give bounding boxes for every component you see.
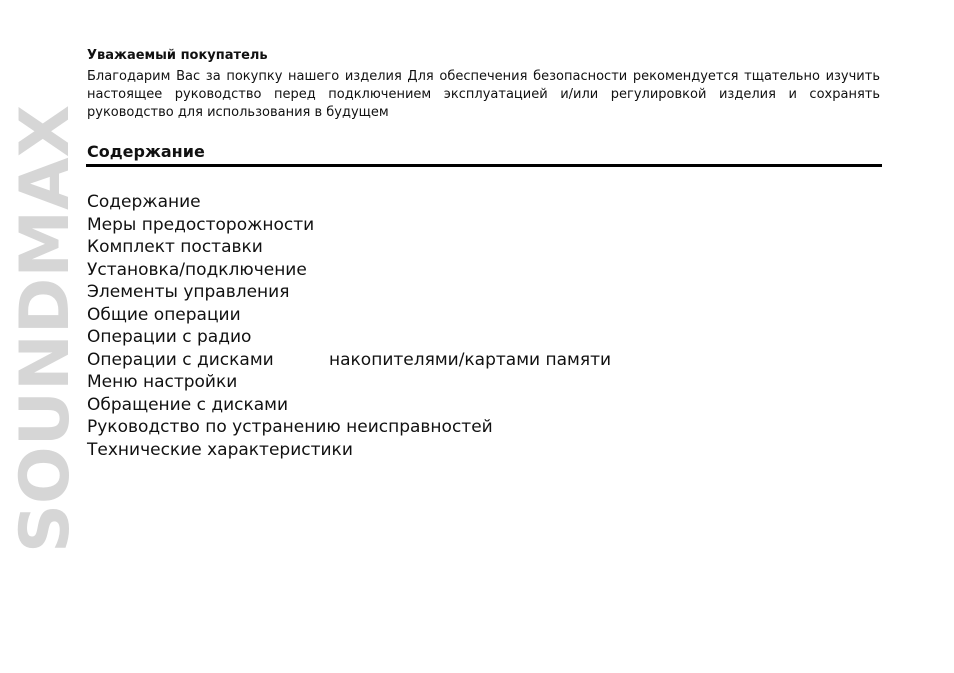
toc-item: [87, 416, 493, 439]
toc-item: [87, 439, 493, 462]
toc-item: [87, 394, 493, 417]
toc-item: [87, 326, 493, 349]
toc-item-label: Меню настройки: [87, 372, 238, 392]
greeting-title: Уважаемый покупатель: [87, 48, 268, 63]
toc-item: [87, 191, 493, 214]
toc-item-label: Руководство по устранению неисправностей: [87, 417, 493, 437]
toc-item: [87, 304, 493, 327]
toc-heading: Содержание: [87, 142, 205, 161]
toc-item-label: Обращение с дисками: [87, 394, 289, 415]
toc-list: [87, 191, 612, 461]
toc-item-label: Операции с дисками: [87, 349, 274, 370]
toc-item: [87, 349, 612, 372]
toc-item-label: Общие операции: [87, 304, 241, 325]
toc-item-label: Комплект поставки: [87, 237, 263, 257]
toc-item-label: Содержание: [87, 192, 201, 212]
toc-item: [87, 214, 493, 237]
toc-item: [87, 371, 493, 394]
toc-item: [87, 281, 493, 304]
toc-item-label: Меры предосторожности: [87, 214, 315, 235]
toc-divider: [86, 164, 882, 167]
toc-item: [87, 259, 493, 282]
toc-item-label: Операции с радио: [87, 327, 252, 347]
toc-item-label-extra: накопителями/картами памяти: [329, 349, 612, 370]
toc-item-label: Установка/подключение: [87, 259, 307, 280]
toc-item-label: Технические характеристики: [87, 439, 353, 460]
brand-logo-text: SOUNDMAX: [6, 104, 85, 554]
toc-item-label: Элементы управления: [87, 282, 290, 302]
intro-paragraph: Благодарим Вас за покупку нашего изделия Для обеспечения безопасности рекомендуется тщательно изучить настоящее руководство перед подключением эксплуатацией и/или регулировкой изделия и сохранять руководство для использования в будущем: [87, 69, 880, 120]
brand-logo: [6, 55, 85, 603]
toc-item: [87, 236, 493, 259]
